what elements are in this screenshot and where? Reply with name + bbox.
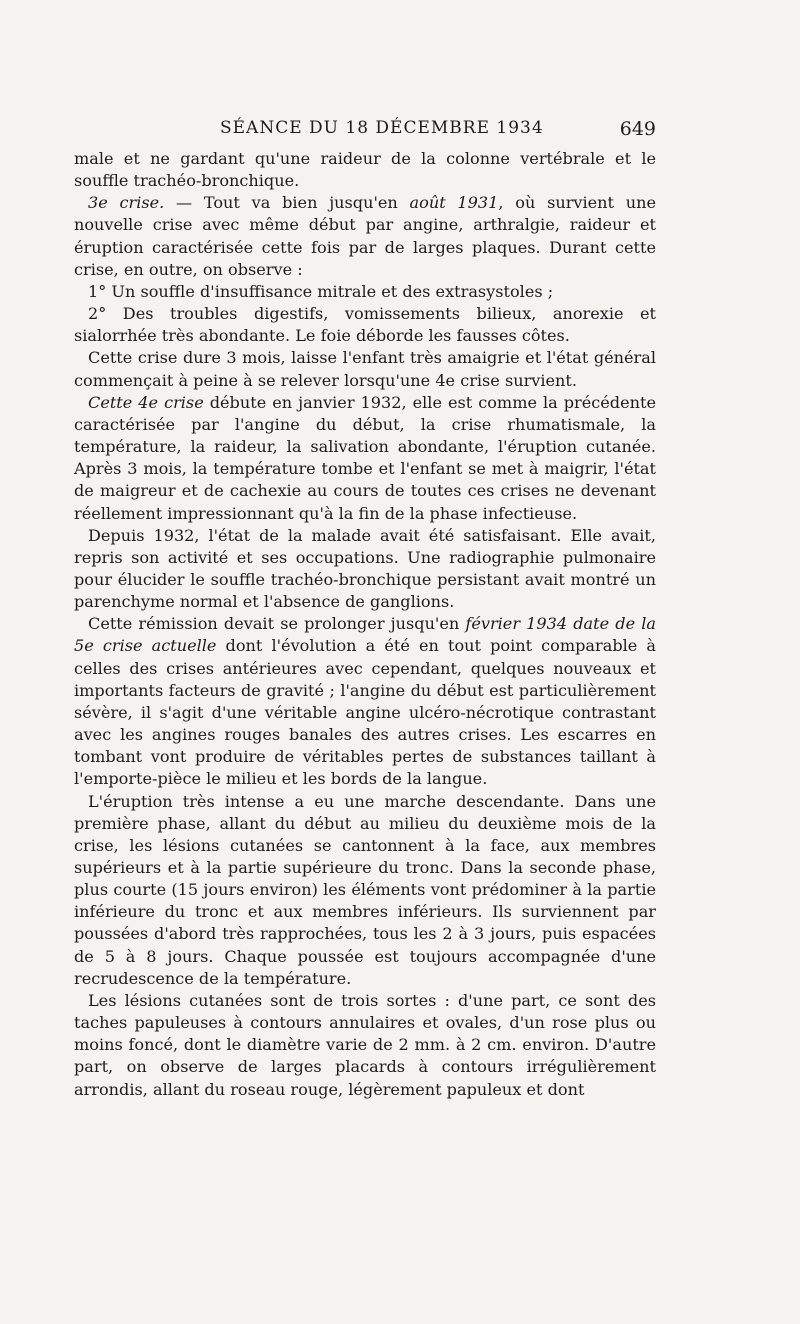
- date: février 1934 date de la 5e crise actuelle: [74, 614, 656, 656]
- text-run: débute en janvier 1932, elle est comme la précédente caractérisée par l'angine du début, la crise rhumatismale, la température, la raideur, la salivation abondante, l'éruption cutanée. Après 3 mois, la température tombe et l'enfant se met à maigrir, l'état de maigreur et de cachexie au cours de toutes ces crises ne devenant réellement impressionnant qu'à la fin de la phase infectieuse.: [74, 392, 656, 523]
- text-run: Cette rémission devait se prolonger jusqu'en: [88, 614, 466, 634]
- paragraph: Cette crise dure 3 mois, laisse l'enfant très amaigrie et l'état général commençait à peine à se relever lorsqu'une 4e crise survient.: [74, 348, 656, 390]
- page-number: 649: [619, 118, 656, 140]
- paragraph: male et ne gardant qu'une raideur de la colonne vertébrale et le souffle trachéo-bronchique.: [74, 149, 656, 191]
- paragraph: [74, 192, 656, 281]
- text-run: dont l'évolution a été en tout point comparable à celles des crises antérieures avec cependant, quelques nouveaux et importants facteurs de gravité ; l'angine du début est particulièrement sévère, il s'agit d'une véritable angine ulcéro-nécrotique contrastant avec les angines rouges banales des autres crises. Les escarres en tombant vont produire de véritables pertes de substances taillant à l'emporte-pièce le milieu et les bords de la langue.: [74, 636, 656, 789]
- running-header: [74, 118, 656, 148]
- paragraph: 1° Un souffle d'insuffisance mitrale et des extrasystoles ;: [88, 281, 554, 301]
- paragraph: [74, 392, 656, 525]
- running-title: SÉANCE DU 18 DÉCEMBRE 1934: [220, 118, 544, 138]
- crisis-label: 3e crise.: [88, 193, 165, 213]
- paragraph: [74, 613, 656, 790]
- crisis-label: Cette 4e crise: [88, 392, 204, 412]
- date: août 1931: [409, 193, 499, 213]
- body-text: [74, 148, 656, 1101]
- text-run: — Tout va bien jusqu'en: [164, 193, 410, 213]
- page: [74, 118, 656, 1101]
- text-run: , où survient une nouvelle crise avec même début par angine, arthralgie, raideur et éruption caractérisée cette fois par de larges plaques. Durant cette crise, en outre, on observe :: [74, 193, 656, 279]
- paragraph: L'éruption très intense a eu une marche descendante. Dans une première phase, allant du début au milieu du deuxième mois de la crise, les lésions cutanées se cantonnent à la face, aux membres supérieurs et à la partie supérieure du tronc. Dans la seconde phase, plus courte (15 jours environ) les éléments vont prédominer à la partie inférieure du tronc et aux membres inférieurs. Ils surviennent par poussées d'abord très rapprochées, tous les 2 à 3 jours, puis espacées de 5 à 8 jours. Chaque poussée est toujours accompagnée d'une recrudescence de la température.: [74, 791, 656, 988]
- paragraph: Depuis 1932, l'état de la malade avait été satisfaisant. Elle avait, repris son activité et ses occupations. Une radiographie pulmonaire pour élucider le souffle trachéo-bronchique persistant avait montré un parenchyme normal et l'absence de ganglions.: [74, 525, 656, 612]
- paragraph: 2° Des troubles digestifs, vomissements bilieux, anorexie et sialorrhée très abondante. Le foie déborde les fausses côtes.: [74, 304, 656, 346]
- paragraph: Les lésions cutanées sont de trois sortes : d'une part, ce sont des taches papuleuses à contours annulaires et ovales, d'un rose plus ou moins foncé, dont le diamètre varie de 2 mm. à 2 cm. environ. D'autre part, on observe de larges placards à contours irrégulièrement arrondis, allant du roseau rouge, légèrement papuleux et dont: [74, 990, 656, 1099]
